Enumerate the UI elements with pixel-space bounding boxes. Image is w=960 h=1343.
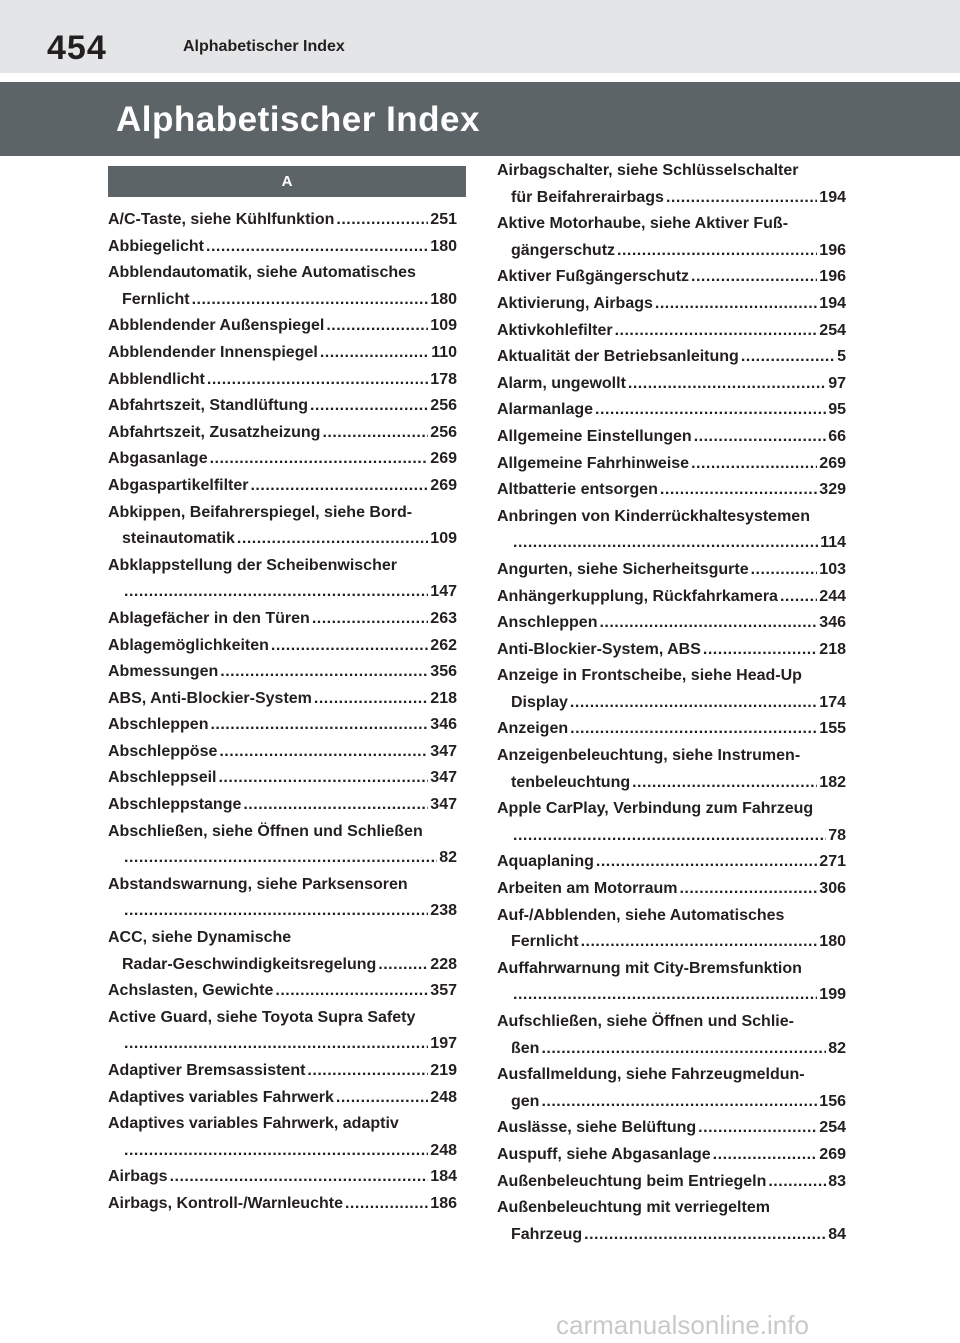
index-entry <box>497 318 846 345</box>
index-page-ref: 95 <box>828 401 846 419</box>
index-page-ref: 97 <box>828 374 846 392</box>
index-page-ref: 306 <box>819 880 846 898</box>
index-page-ref: 248 <box>430 1088 457 1106</box>
dot-leader <box>660 477 817 504</box>
index-page-ref: 178 <box>430 370 457 388</box>
chapter-title: Alphabetischer Index <box>116 100 480 139</box>
index-term: Abschleppen <box>108 716 209 734</box>
index-page-ref: 180 <box>819 933 846 951</box>
index-page-ref: 199 <box>819 986 846 1004</box>
index-term: Ablagefächer in den Türen <box>108 609 310 627</box>
index-term: Abfahrtszeit, Zusatzheizung <box>108 423 321 441</box>
index-term: Alarmanlage <box>497 401 594 419</box>
index-entry <box>497 1142 846 1169</box>
chapter-banner <box>0 82 960 156</box>
index-entry <box>108 420 457 447</box>
dot-leader <box>250 473 428 500</box>
dot-leader <box>314 686 428 713</box>
index-entry <box>108 1085 457 1112</box>
watermark: carmanualsonline.info <box>556 1310 809 1340</box>
index-term: Arbeiten am Motorraum <box>497 880 678 898</box>
index-term: A/C-Taste, siehe Kühlfunktion <box>108 211 335 228</box>
index-term-line: Abklappstellung der Scheibenwischer <box>108 556 397 574</box>
dot-leader <box>596 849 817 876</box>
index-term: Anschleppen <box>497 614 598 632</box>
index-entry <box>108 792 457 819</box>
index-page-ref: 78 <box>828 826 846 844</box>
index-term: Aktualität der Betriebsanleitung <box>497 348 739 366</box>
dot-leader <box>310 393 428 420</box>
index-entry <box>497 451 846 478</box>
index-page-ref: 356 <box>430 663 457 681</box>
dot-leader <box>345 1191 428 1218</box>
index-entry <box>108 606 457 633</box>
dot-leader <box>584 1222 826 1249</box>
index-term: Altbatterie entsorgen <box>497 481 658 499</box>
index-entry <box>497 344 846 371</box>
index-page-ref: 357 <box>430 982 457 1000</box>
index-entry <box>497 823 846 850</box>
index-page-ref: 256 <box>430 397 457 415</box>
index-term: Außenbeleuchtung beim Entriegeln <box>497 1172 767 1190</box>
dot-leader <box>666 185 817 212</box>
index-term: Abgaspartikelfilter <box>108 476 249 494</box>
index-entry <box>497 185 846 212</box>
index-entry <box>497 291 846 318</box>
index-page-ref: 186 <box>430 1194 457 1212</box>
index-page-ref: 244 <box>819 587 846 605</box>
index-page-ref: 174 <box>819 693 846 711</box>
index-page-ref: 329 <box>819 481 846 499</box>
dot-leader <box>206 234 428 261</box>
index-term: gängerschutz <box>511 241 616 259</box>
index-term: Allgemeine Fahrhinweise <box>497 454 690 472</box>
index-term: Anhängerkupplung, Rückfahrkamera <box>497 587 778 605</box>
index-entry <box>497 1089 846 1116</box>
dot-leader <box>780 584 817 611</box>
index-page-ref: 180 <box>430 237 457 255</box>
index-term: Display <box>511 693 568 711</box>
index-term-line: Adaptives variables Fahrwerk, adaptiv <box>108 1115 399 1133</box>
index-page-ref: 156 <box>819 1092 846 1110</box>
dot-leader <box>694 424 827 451</box>
dot-leader <box>336 207 428 234</box>
index-term: Anzeigen <box>497 720 569 738</box>
index-term-line: Abstandswarnung, siehe Parksensoren <box>108 875 408 893</box>
index-entry <box>108 473 457 500</box>
index-page-ref: 248 <box>430 1141 457 1159</box>
index-term: Abbiegelicht <box>108 237 205 255</box>
index-entry <box>108 633 457 660</box>
index-entry <box>108 526 457 553</box>
index-term-line: Active Guard, siehe Toyota Supra Safety <box>108 1008 416 1026</box>
index-term: Adaptives variables Fahrwerk <box>108 1088 334 1106</box>
dot-leader <box>336 1085 428 1112</box>
index-page-ref: 238 <box>430 902 457 920</box>
running-title: Alphabetischer Index <box>183 38 345 55</box>
index-term-line: Abschließen, siehe Öffnen und Schließen <box>108 822 423 840</box>
index-page-ref: 103 <box>819 560 846 578</box>
dot-leader <box>513 982 817 1009</box>
dot-leader <box>713 1142 818 1169</box>
dot-leader <box>192 287 429 314</box>
index-term: Fernlicht <box>122 290 190 308</box>
index-entry <box>108 845 457 872</box>
index-term: Abschleppöse <box>108 742 218 760</box>
dot-leader <box>570 716 817 743</box>
index-entry <box>108 1031 457 1058</box>
index-term-line: Anbringen von Kinderrückhaltesystemen <box>497 507 810 525</box>
index-entry <box>108 952 457 979</box>
index-term-line: Aktive Motorhaube, siehe Aktiver Fuß- <box>497 215 789 233</box>
index-page-ref: 269 <box>430 450 457 468</box>
dot-leader <box>513 823 826 850</box>
dot-leader <box>220 659 428 686</box>
dot-leader <box>326 313 428 340</box>
index-term: Adaptiver Bremsassistent <box>108 1062 306 1079</box>
dot-leader <box>570 690 817 717</box>
dot-leader <box>378 952 428 979</box>
dot-leader <box>513 530 818 557</box>
index-page-ref: 110 <box>431 343 457 361</box>
index-page-ref: 5 <box>837 348 846 366</box>
dot-leader <box>312 606 428 633</box>
index-term: Abfahrtszeit, Standlüftung <box>108 397 308 415</box>
dot-leader <box>615 318 818 345</box>
index-term: Ablagemöglichkeiten <box>108 636 269 654</box>
index-page-ref: 194 <box>819 188 846 206</box>
dot-leader <box>124 1031 428 1058</box>
index-term: Radar-Geschwindigkeitsregelung <box>122 955 377 973</box>
index-term-line: Auffahrwarnung mit City-Bremsfunktion <box>497 959 802 977</box>
index-term: Abblendender Außenspiegel <box>108 317 325 335</box>
index-entry <box>497 637 846 664</box>
index-page-ref: 347 <box>430 769 457 787</box>
index-column-right <box>497 158 846 1248</box>
index-term: Abblendender Innenspiegel <box>108 343 318 361</box>
index-term-line: Airbagschalter, siehe Schlüsselschalter <box>497 162 799 179</box>
index-term: Aktiver Fußgängerschutz <box>497 268 690 286</box>
index-term-line: Anzeigenbeleuchtung, siehe Instrumen- <box>497 747 801 765</box>
index-term: Aktivkohlefilter <box>497 321 613 339</box>
index-term: Alarm, ungewollt <box>497 374 626 392</box>
index-page-ref: 271 <box>819 853 846 871</box>
page-number: 454 <box>47 29 107 67</box>
index-entry <box>108 313 457 340</box>
index-entry <box>108 659 457 686</box>
index-entry <box>108 739 457 766</box>
dot-leader <box>628 371 826 398</box>
index-page-ref: 114 <box>820 534 846 552</box>
dot-leader <box>698 1115 817 1142</box>
dot-leader <box>751 557 818 584</box>
index-term: Aktivierung, Airbags <box>497 294 653 312</box>
index-entry <box>497 876 846 903</box>
index-entry <box>497 424 846 451</box>
index-term: Airbags, Kontroll-/Warnleuchte <box>108 1194 343 1212</box>
index-entry <box>108 446 457 473</box>
dot-leader <box>541 1089 817 1116</box>
index-page-ref: 184 <box>430 1168 457 1186</box>
index-page-ref: 228 <box>430 955 457 973</box>
index-term: Achslasten, Gewichte <box>108 982 274 1000</box>
index-term: Abmessungen <box>108 663 219 681</box>
index-term-line: Abkippen, Beifahrerspiegel, siehe Bord- <box>108 503 413 521</box>
index-page-ref: 196 <box>819 268 846 286</box>
index-term-line: Abblendautomatik, siehe Automatisches <box>108 264 416 282</box>
index-term: für Beifahrerairbags <box>511 188 664 206</box>
index-page-ref: 256 <box>430 423 457 441</box>
dot-leader <box>210 446 429 473</box>
index-term: Auspuff, siehe Abgasanlage <box>497 1145 711 1163</box>
index-entry <box>497 1169 846 1196</box>
index-entry <box>497 610 846 637</box>
dot-leader <box>124 898 428 925</box>
index-term: Airbags <box>108 1168 168 1186</box>
index-entry <box>108 1164 457 1191</box>
index-entry <box>108 686 457 713</box>
index-entry <box>497 1036 846 1063</box>
index-term: ßen <box>511 1039 540 1057</box>
dot-leader <box>691 264 817 291</box>
dot-leader <box>581 929 818 956</box>
dot-leader <box>632 770 817 797</box>
index-page-ref: 84 <box>828 1225 846 1243</box>
index-entry <box>497 716 846 743</box>
dot-leader <box>219 739 428 766</box>
index-page-ref: 218 <box>819 640 846 658</box>
dot-leader <box>691 451 817 478</box>
index-page-ref: 182 <box>819 773 846 791</box>
dot-leader <box>655 291 817 318</box>
index-entry <box>108 765 457 792</box>
index-entry <box>497 530 846 557</box>
index-term: Angurten, siehe Sicherheitsgurte <box>497 560 749 578</box>
index-term: steinautomatik <box>122 530 235 548</box>
index-entry <box>497 690 846 717</box>
index-term-line: Anzeige in Frontscheibe, siehe Head-Up <box>497 667 802 685</box>
index-term: Auslässe, siehe Belüftung <box>497 1119 697 1137</box>
dot-leader <box>307 1058 428 1085</box>
index-page-ref: 197 <box>430 1035 457 1053</box>
dot-leader <box>124 1138 428 1165</box>
index-page-ref: 269 <box>430 476 457 494</box>
index-entry <box>497 1222 846 1249</box>
index-term-line: Außenbeleuchtung mit verriegeltem <box>497 1199 770 1217</box>
dot-leader <box>210 712 428 739</box>
dot-leader <box>275 978 428 1005</box>
dot-leader <box>617 238 817 265</box>
dot-leader <box>541 1036 826 1063</box>
index-term: Abschleppstange <box>108 796 242 814</box>
index-page-ref: 346 <box>819 614 846 632</box>
index-term-line: Auf-/Abblenden, siehe Automatisches <box>497 906 785 924</box>
index-page-ref: 269 <box>819 454 846 472</box>
index-entry <box>497 238 846 265</box>
index-page-ref: 109 <box>430 317 457 335</box>
index-term: Fernlicht <box>511 933 579 951</box>
index-page-ref: 251 <box>430 211 457 228</box>
dot-leader <box>599 610 817 637</box>
index-page-ref: 194 <box>819 294 846 312</box>
index-term: Abschleppseil <box>108 769 217 787</box>
index-term-line: Apple CarPlay, Verbindung zum Fahrzeug <box>497 800 814 818</box>
index-entry <box>497 477 846 504</box>
index-page-ref: 347 <box>430 796 457 814</box>
index-term: gen <box>511 1092 540 1110</box>
index-term: Fahrzeug <box>511 1225 583 1243</box>
index-entry <box>108 1058 457 1085</box>
index-term-line: ACC, siehe Dynamische <box>108 929 292 947</box>
index-page-ref: 155 <box>819 720 846 738</box>
index-page-ref: 219 <box>430 1062 457 1079</box>
dot-leader <box>170 1164 429 1191</box>
index-entry <box>497 770 846 797</box>
index-page-ref: 83 <box>828 1172 846 1190</box>
index-page-ref: 269 <box>819 1145 846 1163</box>
index-entry <box>108 234 457 261</box>
index-entry <box>108 393 457 420</box>
index-page-ref: 109 <box>430 530 457 548</box>
index-entry <box>108 898 457 925</box>
dot-leader <box>322 420 428 447</box>
index-page-ref: 66 <box>828 427 846 445</box>
section-letter-header: A <box>108 166 466 197</box>
dot-leader <box>124 845 437 872</box>
index-entry <box>108 1191 457 1218</box>
dot-leader <box>679 876 817 903</box>
index-entry <box>497 1115 846 1142</box>
index-page-ref: 196 <box>819 241 846 259</box>
index-term: Allgemeine Einstellungen <box>497 427 692 445</box>
index-entry <box>497 584 846 611</box>
index-column-left <box>108 207 457 1218</box>
index-page-ref: 180 <box>430 290 457 308</box>
index-page-ref: 254 <box>819 1119 846 1137</box>
index-page-ref: 82 <box>439 849 457 867</box>
index-entry <box>108 1138 457 1165</box>
dot-leader <box>741 344 835 371</box>
index-entry <box>108 287 457 314</box>
index-entry <box>497 397 846 424</box>
index-entry <box>497 929 846 956</box>
index-entry <box>108 340 457 367</box>
dot-leader <box>207 367 428 394</box>
dot-leader <box>768 1169 826 1196</box>
index-entry <box>108 367 457 394</box>
index-term: tenbeleuchtung <box>511 773 631 791</box>
index-term-line: Ausfallmeldung, siehe Fahrzeugmeldun- <box>497 1066 805 1084</box>
index-page-ref: 346 <box>430 716 457 734</box>
dot-leader <box>218 765 428 792</box>
index-term: Abblendlicht <box>108 370 205 388</box>
index-page-ref: 347 <box>430 742 457 760</box>
index-page-ref: 263 <box>430 609 457 627</box>
index-entry <box>108 207 457 234</box>
index-entry <box>497 264 846 291</box>
index-term: Abgasanlage <box>108 450 208 468</box>
index-entry <box>108 579 457 606</box>
dot-leader <box>271 633 428 660</box>
index-term: Anti-Blockier-System, ABS <box>497 640 701 658</box>
index-entry <box>497 557 846 584</box>
index-entry <box>108 978 457 1005</box>
index-page-ref: 147 <box>430 583 457 601</box>
dot-leader <box>703 637 817 664</box>
running-header <box>0 0 960 73</box>
index-entry <box>497 982 846 1009</box>
index-term-line: Aufschließen, siehe Öffnen und Schlie- <box>497 1013 794 1030</box>
dot-leader <box>124 579 428 606</box>
index-entry <box>497 849 846 876</box>
index-entry <box>108 712 457 739</box>
index-term: Aquaplaning <box>497 853 594 871</box>
dot-leader <box>237 526 428 553</box>
index-term: ABS, Anti-Blockier-System <box>108 689 312 707</box>
dot-leader <box>595 397 826 424</box>
index-page-ref: 262 <box>430 636 457 654</box>
index-page-ref: 82 <box>828 1039 846 1057</box>
dot-leader <box>243 792 428 819</box>
dot-leader <box>320 340 429 367</box>
index-page-ref: 218 <box>430 689 457 707</box>
index-page-ref: 254 <box>819 321 846 339</box>
index-entry <box>497 371 846 398</box>
